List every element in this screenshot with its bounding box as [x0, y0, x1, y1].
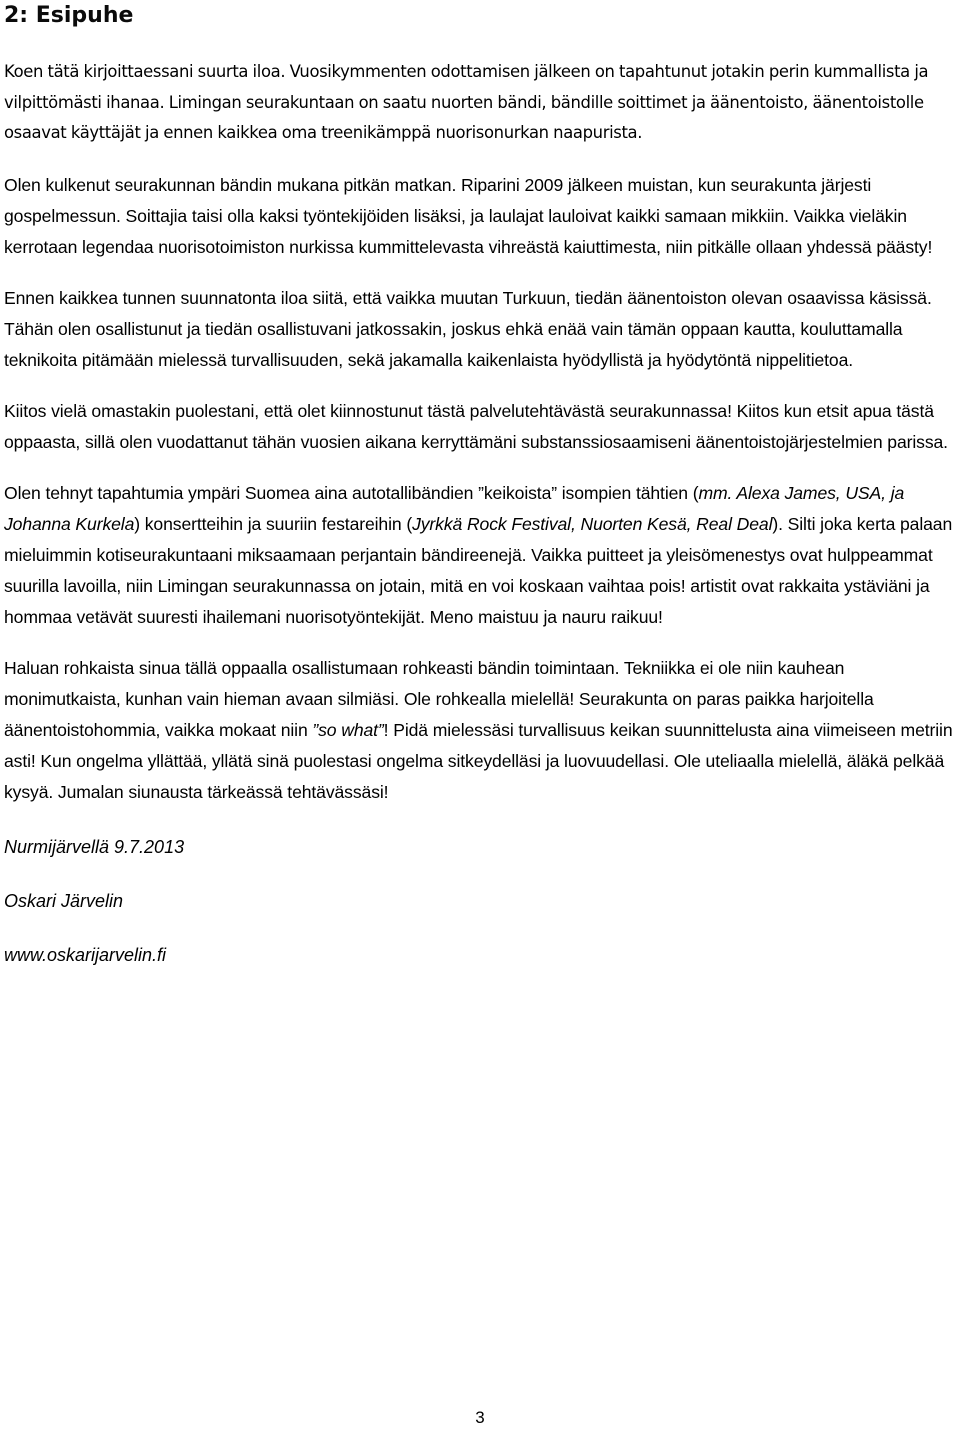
paragraph-encouragement: [4, 653, 956, 808]
events-text-1: Olen tehnyt tapahtumia ympäri Suomea aina autotallibändien ”keikoista” isompien tähtien (: [4, 482, 699, 503]
chapter-heading: 2: Esipuhe: [4, 3, 134, 28]
events-text-3: ). Silti joka kerta palaan mieluimmin kotiseurakuntaani miksaamaan perjantain bändireenejä. Vaikka puitteet ja yleisömenestys ovat hulppeammat suurilla lavoilla, niin Limingan seurakunnassa on jotain, mitä en voi koskaan vaihtaa pois! artistit ovat rakkaita ystäviäni ja hommaa vetävät suuresti ihailemani nuorisotyöntekijät. Meno maistuu ja nauru raikuu!: [4, 513, 953, 627]
encouragement-text-2: ! Pidä mielessäsi turvallisuus keikan suunnittelusta aina viimeiseen metriin asti! Kun ongelma yllättää, yllätä sinä puolestasi ongelma sitkeydelläsi ja luovuudellasi. Ole uteliaalla mielellä, äläkä pelkää kysyä. Jumalan siunausta tärkeässä tehtävässäsi!: [4, 719, 953, 802]
events-festivals: Jyrkkä Rock Festival, Nuorten Kesä, Real Deal: [412, 513, 773, 534]
signature-website: www.oskarijarvelin.fi: [4, 944, 167, 965]
paragraph-joy: Ennen kaikkea tunnen suunnatonta iloa siitä, että vaikka muutan Turkuun, tiedän äänentoiston olevan osaavissa käsissä. Tähän olen osallistunut ja tiedän osallistuvani jatkossakin, joskus ehkä enää vain tämän oppaan kautta, kouluttamalla teknikoita pitämään mielessä turvallisuuden, sekä jakamalla kaikenlaista hyödyllistä ja hyödytöntä nippelitietoa.: [4, 287, 932, 370]
encouragement-so-what: ”so what”: [312, 719, 384, 740]
encouragement-text-1: Haluan rohkaista sinua tällä oppaalla osallistumaan rohkeasti bändin toimintaan. Tekniikka ei ole niin kauhean monimutkaista, kunhan vain hieman avaan silmiäsi. Ole rohkealla mielellä! Seurakunta on paras paikka harjoitella äänentoistohommia, vaikka mokaat niin: [4, 657, 874, 740]
page-number: 3: [475, 1408, 485, 1427]
signature-place-date: Nurmijärvellä 9.7.2013: [4, 836, 185, 857]
paragraph-events: [4, 478, 956, 633]
paragraph-intro: Koen tätä kirjoittaessani suurta iloa. Vuosikymmenten odottamisen jälkeen on tapahtunut jotakin perin kummallista ja vilpittömästi ihanaa. Limingan seurakuntaan on saatu nuorten bändi, bändille soittimet ja äänentoisto, äänentoistolle osaavat käyttäjät ja ennen kaikkea oma treenikämppä nuorisonurkan naapurista.: [4, 62, 929, 142]
paragraph-thanks: Kiitos vielä omastakin puolestani, että olet kiinnostunut tästä palvelutehtävästä seurakunnassa! Kiitos kun etsit apua tästä oppaasta, sillä olen vuodattanut tähän vuosien aikana kerryttämäni substanssiosaamiseni äänentoistojärjestelmien parissa.: [4, 400, 948, 452]
events-artists: mm. Alexa James, USA, ja Johanna Kurkela: [4, 482, 905, 534]
paragraph-band-journey: Olen kulkenut seurakunnan bändin mukana pitkän matkan. Riparini 2009 jälkeen muistan, kun seurakunta järjesti gospelmessun. Soittajia taisi olla kaksi työntekijöiden lisäksi, ja laulajat lauloivat kaikki samaan mikkiin. Vaikka vieläkin kerrotaan legendaa nuorisotoimiston nurkissa kummittelevasta vihreästä kaiuttimesta, niin pitkälle ollaan yhdessä päästy!: [4, 174, 933, 257]
events-text-2: ) konsertteihin ja suuriin festareihin (: [134, 513, 413, 534]
signature-name: Oskari Järvelin: [4, 890, 124, 911]
document-page: [4, 0, 956, 969]
